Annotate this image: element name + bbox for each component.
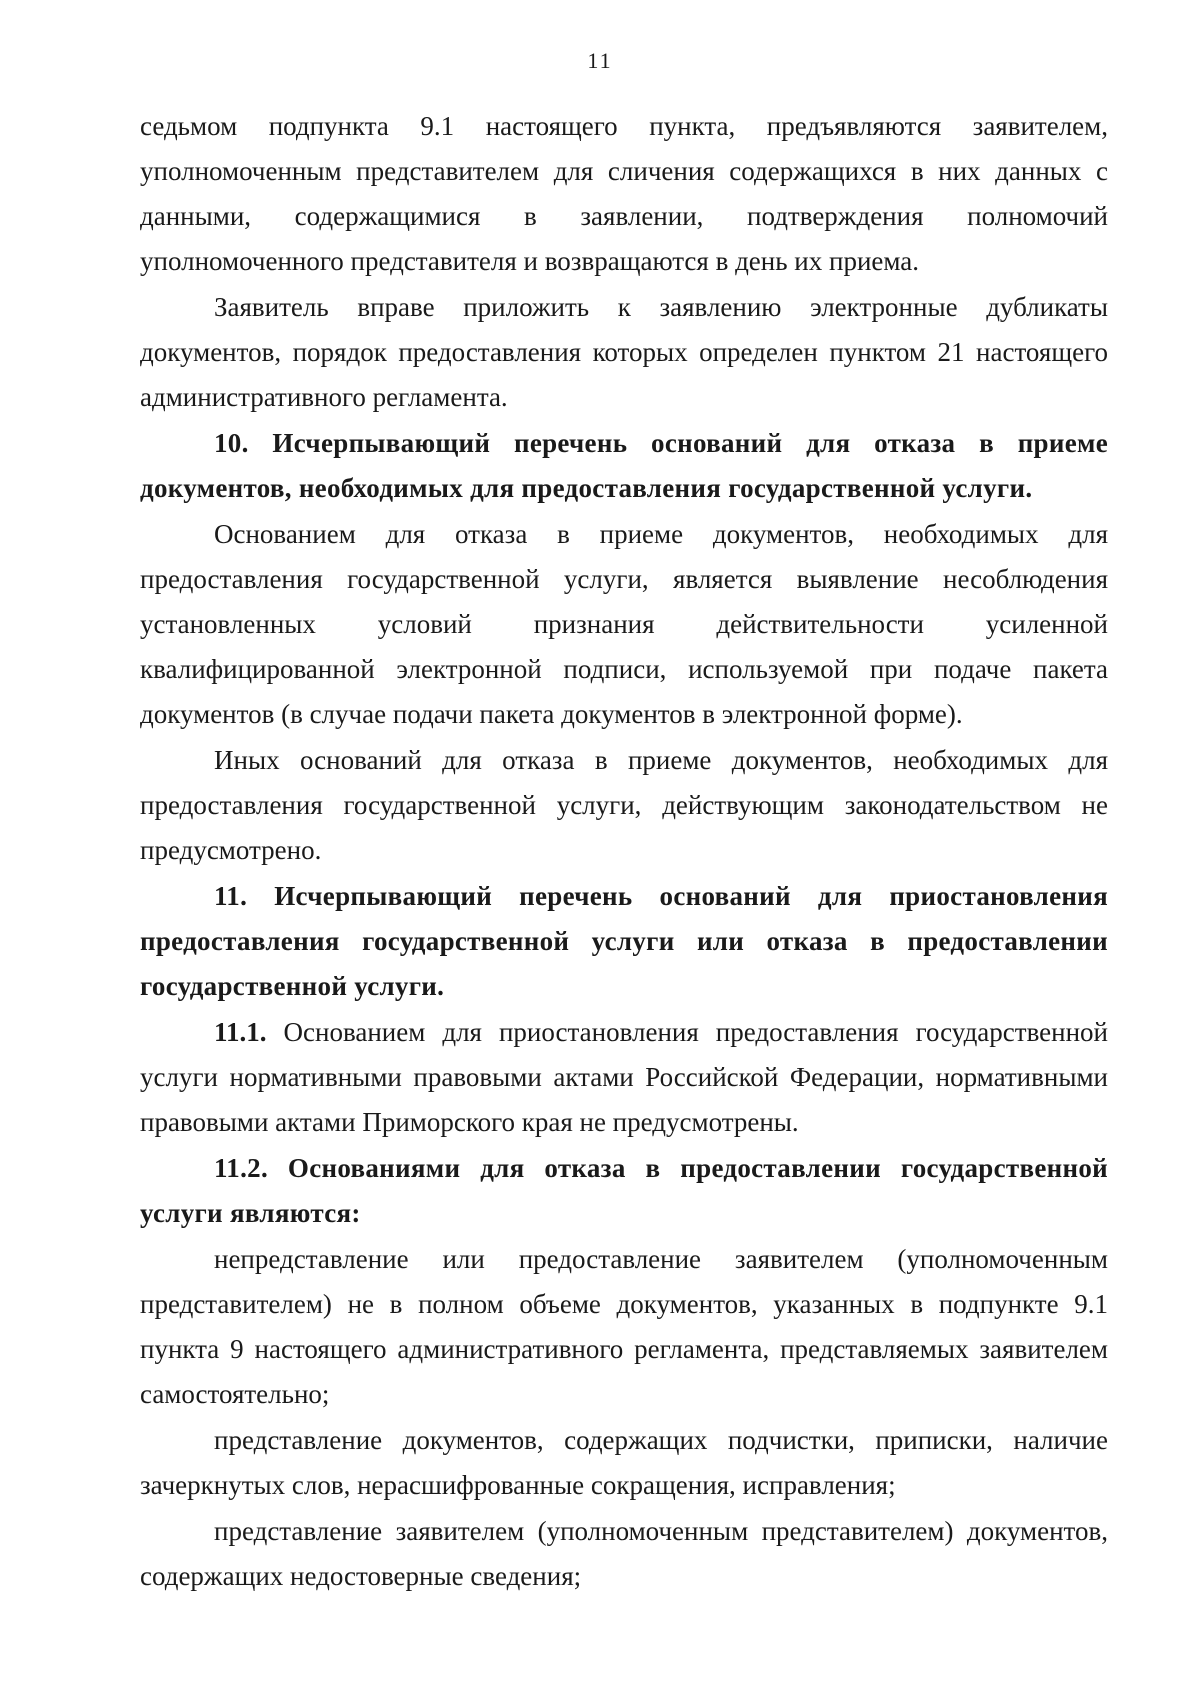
paragraph-refusal-ground: Основанием для отказа в приеме документов, необходимых для предоставления государственной услуги, является выявление несоблюдения установленных условий признания действительности усиленной квалифицированной электронной подписи, используемой при подаче пакета документов (в случае подачи пакета документов в электронной форме). (140, 519, 1108, 729)
section-heading-10: 10. Исчерпывающий перечень оснований для отказа в приеме документов, необходимых для предоставления государственной услуги. (140, 428, 1108, 503)
section-heading-11: 11. Исчерпывающий перечень оснований для приостановления предоставления государственной услуги или отказа в предоставлении государственной услуги. (140, 881, 1108, 1001)
subsection-number-11-1: 11.1. (214, 1017, 267, 1047)
page-number: 11 (587, 48, 613, 73)
paragraph-11-1-text: Основанием для приостановления предоставления государственной услуги нормативными правовыми актами Российской Федерации, нормативными правовыми актами Приморского края не предусмотрены. (140, 1017, 1108, 1137)
list-item-nonsubmission: непредставление или предоставление заявителем (уполномоченным представителем) не в полном объеме документов, указанных в подпункте 9.1 пункта 9 настоящего административного регламента, представляемых заявителем самостоятельно; (140, 1244, 1108, 1409)
paragraph-no-other-grounds: Иных оснований для отказа в приеме документов, необходимых для предоставления государственной услуги, действующим законодательством не предусмотрено. (140, 745, 1108, 865)
list-item-false-info: представление заявителем (уполномоченным представителем) документов, содержащих недостоверные сведения; (140, 1516, 1108, 1591)
paragraph-electronic-duplicates: Заявитель вправе приложить к заявлению электронные дубликаты документов, порядок предоставления которых определен пунктом 21 настоящего административного регламента. (140, 292, 1108, 412)
list-item-corrections: представление документов, содержащих подчистки, приписки, наличие зачеркнутых слов, нерасшифрованные сокращения, исправления; (140, 1425, 1108, 1500)
paragraph-11-1 (140, 1010, 1108, 1145)
subsection-heading-11-2: 11.2. Основаниями для отказа в предоставлении государственной услуги являются: (140, 1153, 1108, 1228)
document-body (140, 104, 1108, 1600)
paragraph-continuation: седьмом подпункта 9.1 настоящего пункта, предъявляются заявителем, уполномоченным представителем для сличения содержащихся в них данных с данными, содержащимися в заявлении, подтверждения полномочий уполномоченного представителя и возвращаются в день их приема. (140, 111, 1108, 276)
